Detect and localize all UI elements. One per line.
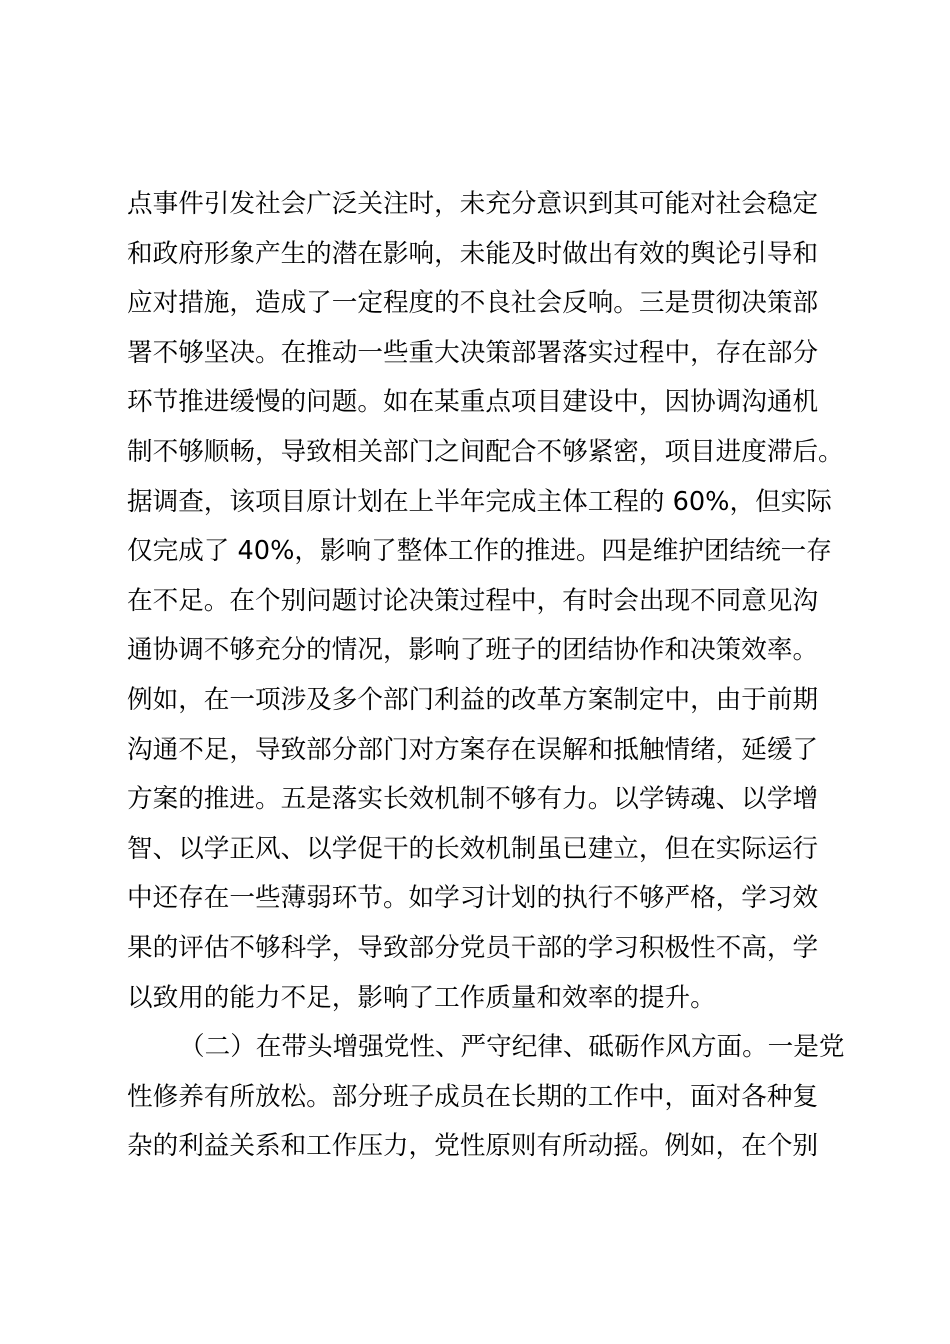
text-line: 应对措施，造成了一定程度的不良社会反响。三是贯彻决策部 bbox=[127, 288, 819, 319]
text-line: 据调查，该项目原计划在上半年完成主体工程的 60%，但实际 bbox=[127, 486, 832, 517]
text-line: （二）在带头增强党性、严守纪律、砥砺作风方面。一是党 bbox=[179, 1032, 845, 1063]
text-line: 制不够顺畅，导致相关部门之间配合不够紧密，项目进度滞后。 bbox=[127, 436, 844, 467]
text-line: 通协调不够充分的情况，影响了班子的团结协作和决策效率。 bbox=[127, 635, 819, 666]
text-line: 智、以学正风、以学促干的长效机制虽已建立，但在实际运行 bbox=[127, 833, 819, 864]
text-line: 例如，在一项涉及多个部门利益的改革方案制定中，由于前期 bbox=[127, 684, 819, 715]
text-line: 在不足。在个别问题讨论决策过程中，有时会出现不同意见沟 bbox=[127, 585, 819, 616]
text-line: 仅完成了 40%，影响了整体工作的推进。四是维护团结统一存 bbox=[127, 536, 832, 567]
text-line: 杂的利益关系和工作压力，党性原则有所动摇。例如，在个别 bbox=[127, 1131, 819, 1162]
text-line: 沟通不足，导致部分部门对方案存在误解和抵触情绪，延缓了 bbox=[127, 734, 819, 765]
paragraph-2 bbox=[127, 1023, 847, 1172]
text-line: 方案的推进。五是落实长效机制不够有力。以学铸魂、以学增 bbox=[127, 784, 819, 815]
text-line: 环节推进缓慢的问题。如在某重点项目建设中，因协调沟通机 bbox=[127, 387, 819, 418]
text-line: 果的评估不够科学，导致部分党员干部的学习积极性不高，学 bbox=[127, 932, 819, 963]
text-line: 中还存在一些薄弱环节。如学习计划的执行不够严格，学习效 bbox=[127, 883, 819, 914]
text-line: 性修养有所放松。部分班子成员在长期的工作中，面对各种复 bbox=[127, 1081, 819, 1112]
paragraph-1 bbox=[127, 180, 847, 1023]
text-line: 署不够坚决。在推动一些重大决策部署落实过程中，存在部分 bbox=[127, 337, 819, 368]
text-line: 点事件引发社会广泛关注时，未充分意识到其可能对社会稳定 bbox=[127, 189, 819, 219]
text-line: 和政府形象产生的潜在影响，未能及时做出有效的舆论引导和 bbox=[127, 238, 819, 269]
document-body bbox=[127, 180, 847, 1172]
text-line: 以致用的能力不足，影响了工作质量和效率的提升。 bbox=[127, 982, 716, 1013]
